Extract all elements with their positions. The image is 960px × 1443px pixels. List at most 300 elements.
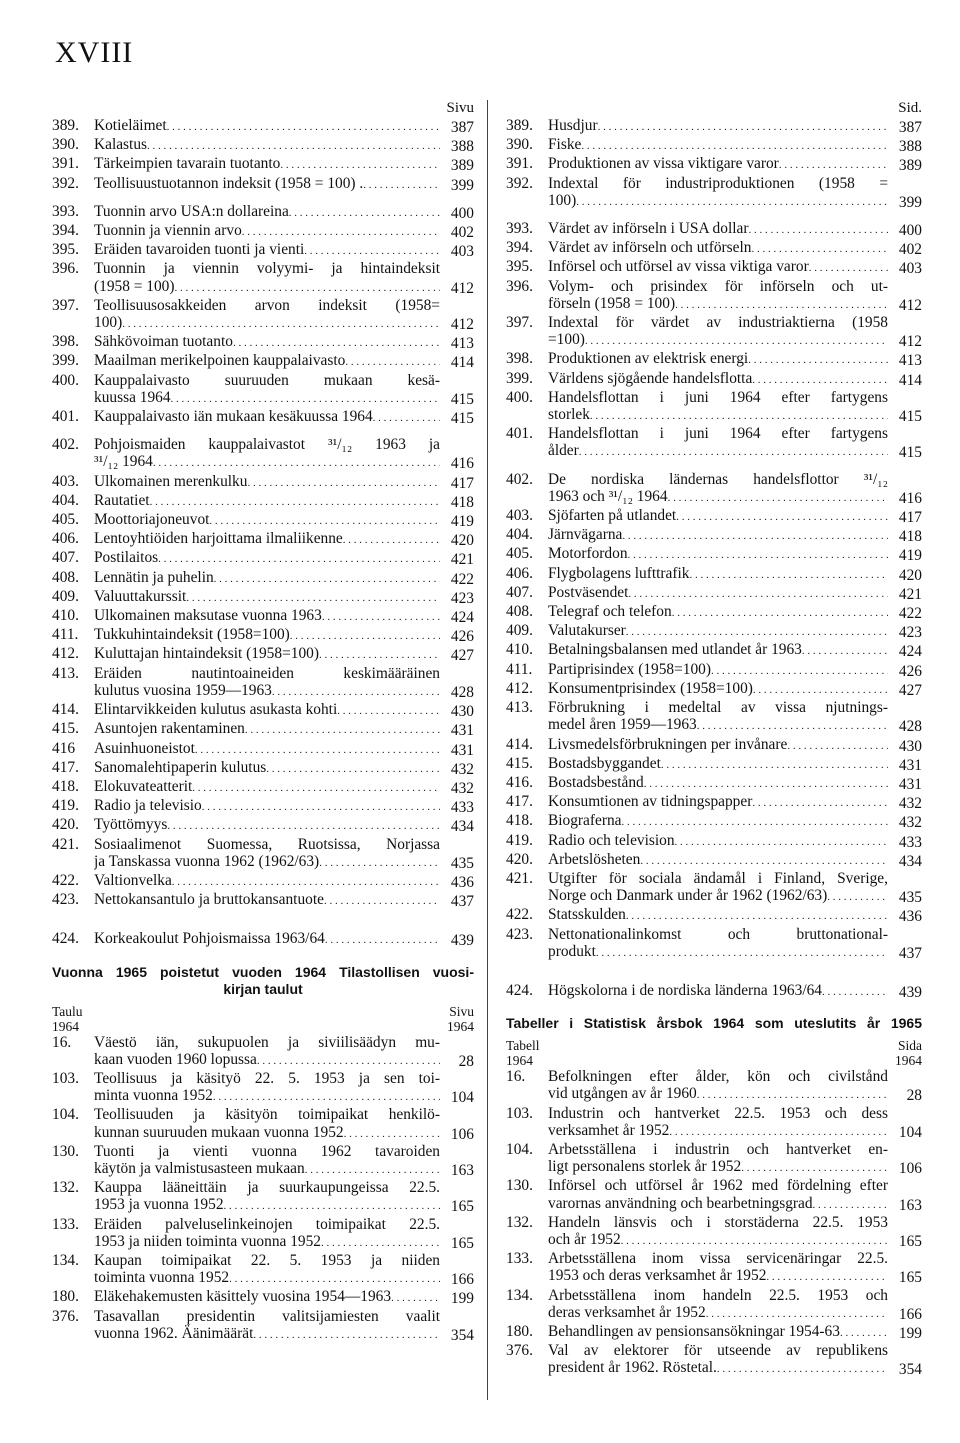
- entry-title-line: [548, 314, 888, 331]
- entry-title: [94, 665, 440, 701]
- leader-dots: [840, 1323, 888, 1342]
- entry-title: [94, 607, 440, 626]
- entry-title-text: Konsumentprisindex (1958=100): [548, 679, 753, 697]
- removed-tables-title: [52, 964, 474, 998]
- entry-title: [94, 1070, 440, 1106]
- entry-title-text: =100): [548, 331, 585, 349]
- table-entry: [52, 260, 474, 296]
- entry-title-text: förseln (1958 = 100): [548, 294, 676, 312]
- entry-title-text: Partiprisindex (1958=100): [548, 660, 711, 678]
- entry-page: 423: [450, 589, 474, 607]
- table-entry: [52, 588, 474, 607]
- table-entry: [506, 793, 922, 812]
- entry-title-line: [94, 720, 440, 739]
- table-entry: [52, 1288, 474, 1307]
- entry-title-text: varornas användning och bearbetningsgrad: [548, 1194, 813, 1212]
- table-entry: [52, 175, 474, 194]
- leader-dots: [598, 117, 888, 136]
- entry-title-line: [94, 930, 440, 949]
- table-entry: [506, 507, 922, 526]
- entry-title-text: ålder: [548, 442, 579, 460]
- table-entry: [52, 530, 474, 549]
- leader-dots: [202, 797, 440, 816]
- leader-dots: [213, 1087, 440, 1106]
- entry-page: 412: [898, 333, 922, 351]
- table-entry: [52, 1252, 474, 1288]
- entry-page: 106: [450, 1125, 474, 1143]
- entry-title-line: [94, 1325, 440, 1344]
- entry-number: 103.: [506, 1104, 533, 1122]
- table-entry: [52, 436, 474, 472]
- entry-title: [94, 492, 440, 511]
- entry-title-text: deras verksamhet år 1952: [548, 1303, 706, 1321]
- entry-number: 417.: [52, 758, 79, 776]
- entry-title-text: Produktionen av vissa viktigare varor: [548, 155, 779, 173]
- entry-number: 390.: [52, 136, 79, 154]
- column-headers: [52, 1004, 474, 1034]
- entry-title-text: Motorfordon: [548, 545, 628, 563]
- entry-number: 104.: [52, 1106, 79, 1124]
- table-entry: [52, 759, 474, 778]
- entry-title: [94, 260, 440, 296]
- entry-title-text: Korkeakoulut Pohjoismaissa 1963/64: [94, 930, 325, 948]
- entry-number: 398.: [506, 350, 533, 368]
- table-entry: [506, 1068, 922, 1104]
- entry-number: 396.: [52, 260, 79, 278]
- entry-number: 394.: [506, 239, 533, 257]
- entry-page: 423: [898, 624, 922, 642]
- entry-number: 408.: [52, 568, 79, 586]
- entry-title-line: [94, 853, 440, 872]
- entry-title: [548, 278, 888, 314]
- leader-dots: [787, 736, 888, 755]
- entry-page: 413: [898, 352, 922, 370]
- entry-title-line: [548, 680, 888, 699]
- entry-title-text: Indextal för värdet av industriaktierna (1958: [548, 314, 888, 332]
- entry-title-line: [94, 297, 440, 314]
- entry-title-text: Pohjoismaiden kauppalaivastot ³¹/₁₂ 1963 ja: [94, 436, 440, 454]
- entry-title-line: [94, 1034, 440, 1051]
- entry-title-text: vuonna 1962. Äänimäärät: [94, 1324, 254, 1342]
- leader-dots: [753, 680, 888, 699]
- entry-title-text: Työttömyys: [94, 816, 168, 834]
- entry-page: 104: [898, 1123, 922, 1141]
- entry-title: [548, 1287, 888, 1323]
- entry-title: [548, 1141, 888, 1177]
- entry-number: 422.: [52, 871, 79, 889]
- entry-title: [94, 155, 440, 174]
- leader-dots: [195, 740, 440, 759]
- entry-title: [548, 136, 888, 155]
- table-entry: [52, 492, 474, 511]
- entry-title: [94, 117, 440, 136]
- entry-title-text: Norge och Danmark under år 1962 (1962/63): [548, 887, 828, 905]
- removed-tables-title: Tabeller i Statistisk årsbok 1964 som uteslutits år 1965: [506, 1015, 922, 1032]
- entry-title-line: [548, 736, 888, 755]
- entry-title-text: Radio ja televisio: [94, 797, 202, 815]
- entry-title: [94, 1034, 440, 1070]
- entry-title-text: Införsel och utförsel av vissa viktiga varor: [548, 258, 809, 276]
- entry-title-text: kulutus vuosina 1959—1963: [94, 681, 272, 699]
- entry-title-line: [94, 1196, 440, 1215]
- table-entry: [52, 1070, 474, 1106]
- entry-page: 435: [898, 889, 922, 907]
- entry-title-text: Tuonti ja vienti vuonna 1962 tavaroiden: [94, 1142, 440, 1160]
- leader-dots: [167, 117, 440, 136]
- entry-title: [548, 584, 888, 603]
- leader-dots: [363, 175, 440, 194]
- table-entry: [506, 1214, 922, 1250]
- entry-title: [548, 736, 888, 755]
- leader-dots: [322, 607, 440, 626]
- leader-dots: [711, 661, 888, 680]
- entry-title-line: [548, 887, 888, 906]
- table-entry: [52, 1034, 474, 1070]
- col-head-page-year: 1964: [447, 1018, 474, 1034]
- entry-number: 415.: [506, 754, 533, 772]
- entry-title-text: Bostadsbyggandet: [548, 754, 661, 772]
- table-entry: [52, 872, 474, 891]
- entry-number: 395.: [506, 258, 533, 276]
- entry-title-line: [548, 220, 888, 239]
- entry-title-text: Världens sjögående handelsflotta: [548, 369, 753, 387]
- entry-number: 396.: [506, 277, 533, 295]
- entry-title-line: [548, 906, 888, 925]
- page-label: Sivu: [446, 100, 474, 116]
- entry-page: 354: [450, 1326, 474, 1344]
- entry-number: 406.: [52, 530, 79, 548]
- leader-dots: [158, 549, 440, 568]
- table-entry: [506, 736, 922, 755]
- entry-number: 392.: [52, 174, 79, 192]
- col-head-table: Taulu: [52, 1003, 83, 1019]
- entry-title: [94, 778, 440, 797]
- table-entry: [506, 370, 922, 389]
- entry-title: [548, 680, 888, 699]
- entry-number: 130.: [506, 1177, 533, 1195]
- entry-title-line: [94, 530, 440, 549]
- entry-number: 376.: [506, 1342, 533, 1360]
- entry-title-text: Kauppalaivasto suuruuden mukaan kesä-: [94, 371, 440, 389]
- entry-title-line: [548, 1250, 888, 1267]
- entry-title: [94, 136, 440, 155]
- entry-title-text: Teollisuusosakkeiden arvon indeksit (1958=: [94, 296, 440, 314]
- entry-title: [94, 1288, 440, 1307]
- leader-dots: [626, 622, 888, 641]
- entry-number: 399.: [52, 352, 79, 370]
- entry-title-line: [548, 1158, 888, 1177]
- table-entry: [506, 425, 922, 461]
- entry-number: 409.: [52, 587, 79, 605]
- col-head-table-year: 1964: [52, 1018, 79, 1034]
- table-entry: [52, 203, 474, 222]
- entry-title-line: [94, 453, 440, 472]
- table-entry: [52, 136, 474, 155]
- entry-number: 403.: [506, 507, 533, 525]
- entry-title: [94, 720, 440, 739]
- entry-title-line: [548, 943, 888, 962]
- entry-title: [548, 603, 888, 622]
- entry-title: [548, 1323, 888, 1342]
- entry-title-text: Tasavallan presidentin valitsijamiesten vaalit: [94, 1307, 440, 1325]
- entry-title-line: [94, 665, 440, 682]
- entry-title-line: [548, 442, 888, 461]
- entry-number: 16.: [52, 1033, 72, 1051]
- entry-title-text: Radio och television: [548, 831, 675, 849]
- table-list: [506, 117, 922, 1001]
- entry-title-line: [548, 545, 888, 564]
- entry-title: [548, 350, 888, 369]
- entry-title-line: [94, 222, 440, 241]
- entry-page: 388: [450, 138, 474, 156]
- entry-title-text: Kalastus: [94, 136, 148, 154]
- entry-number: 104.: [506, 1140, 533, 1158]
- entry-title-text: (1958 = 100): [94, 277, 175, 295]
- entry-title-text: Tuonnin ja viennin arvo: [94, 222, 242, 240]
- entry-number: 412.: [506, 679, 533, 697]
- entry-title: [94, 511, 440, 530]
- entry-title-text: minta vuonna 1952: [94, 1087, 213, 1105]
- entry-title-line: [548, 565, 888, 584]
- spacer: [52, 910, 474, 930]
- entry-page: 433: [450, 799, 474, 817]
- entry-title-text: Arbetslösheten: [548, 850, 641, 868]
- leader-dots: [175, 278, 441, 297]
- entry-title: [94, 930, 440, 949]
- entry-number: 397.: [52, 296, 79, 314]
- entry-title-line: [94, 891, 440, 910]
- entry-title: [548, 926, 888, 962]
- table-entry: [506, 982, 922, 1001]
- entry-title-line: [94, 740, 440, 759]
- entry-title-text: Handelsflottan i juni 1964 efter fartygens: [548, 425, 888, 443]
- entry-number: 134.: [506, 1286, 533, 1304]
- table-entry: [52, 701, 474, 720]
- entry-number: 420.: [506, 850, 533, 868]
- entry-number: 419.: [52, 797, 79, 815]
- table-entry: [506, 1287, 922, 1323]
- entry-title-line: [94, 155, 440, 174]
- entry-title: [548, 545, 888, 564]
- entry-title-text: Elokuvateatterit: [94, 777, 193, 795]
- entry-title-line: [94, 569, 440, 588]
- entry-title-text: Postväsendet: [548, 583, 629, 601]
- entry-title-line: [548, 1231, 888, 1250]
- entry-title-line: [548, 389, 888, 406]
- table-entry: [506, 699, 922, 735]
- entry-page: 199: [450, 1290, 474, 1308]
- entry-page: 166: [898, 1305, 922, 1323]
- entry-title: [548, 175, 888, 211]
- entry-title-line: [548, 295, 888, 314]
- entry-number: 414.: [506, 735, 533, 753]
- entry-title: [548, 832, 888, 851]
- entry-page: 387: [898, 119, 922, 136]
- entry-number: 417.: [506, 793, 533, 811]
- entry-title-line: [94, 1269, 440, 1288]
- table-entry: [52, 930, 474, 949]
- leader-dots: [628, 545, 888, 564]
- table-entry: [506, 1177, 922, 1213]
- leader-dots: [809, 258, 888, 277]
- entry-title: [548, 1214, 888, 1250]
- entry-title-text: Tuonnin arvo USA:n dollareina: [94, 202, 289, 220]
- entry-title-text: Utgifter för sociala ändamål i Finland, Sverige,: [548, 869, 888, 887]
- leader-dots: [751, 239, 888, 258]
- entry-title-text: ja Tanskassa vuonna 1962 (1962/63): [94, 852, 320, 870]
- table-entry: [506, 258, 922, 277]
- leader-dots: [186, 588, 440, 607]
- entry-number: 418.: [506, 812, 533, 830]
- entry-title-text: president år 1962. Röstetal.: [548, 1359, 717, 1377]
- entry-title-text: Telegraf och telefon: [548, 603, 672, 621]
- entry-title-text: Valuuttakurssit: [94, 587, 187, 605]
- entry-number: 405.: [52, 511, 79, 529]
- entry-title-text: Valutakurser: [548, 622, 626, 640]
- entry-title-text: och år 1952: [548, 1230, 621, 1248]
- entry-number: 403.: [52, 472, 79, 490]
- leader-dots: [122, 314, 440, 333]
- entry-title-text: Lennätin ja puhelin: [94, 568, 214, 586]
- entry-page: 163: [450, 1161, 474, 1179]
- leader-dots: [822, 982, 888, 1001]
- entry-title: [548, 117, 888, 136]
- entry-number: 407.: [52, 549, 79, 567]
- leader-dots: [290, 626, 440, 645]
- entry-title-text: 1953 ja vuonna 1952: [94, 1196, 224, 1214]
- entry-title: [548, 906, 888, 925]
- entry-number: 392.: [506, 174, 533, 192]
- entry-page: 431: [898, 775, 922, 793]
- leader-dots: [280, 155, 440, 174]
- entry-title-text: Tukkuhintaindeksit (1958=100): [94, 626, 290, 644]
- table-entry: [506, 1323, 922, 1342]
- entry-title-line: [548, 812, 888, 831]
- leader-dots: [697, 1085, 888, 1104]
- leader-dots: [229, 1269, 440, 1288]
- entry-title-text: Husdjur: [548, 117, 598, 134]
- table-entry: [52, 626, 474, 645]
- leader-dots: [672, 603, 888, 622]
- entry-title-text: medel åren 1959—1963: [548, 716, 697, 734]
- entry-page: 415: [450, 390, 474, 408]
- entry-title: [94, 549, 440, 568]
- leader-dots: [640, 851, 888, 870]
- col-head-table-year: 1964: [506, 1053, 533, 1069]
- entry-number: 413.: [52, 664, 79, 682]
- entry-title-text: Volym- och prisindex för införseln och ut-: [548, 277, 888, 295]
- entry-number: 423.: [506, 925, 533, 943]
- entry-title-line: [94, 759, 440, 778]
- entry-page: 428: [450, 683, 474, 701]
- table-entry: [506, 870, 922, 906]
- entry-number: 410.: [506, 641, 533, 659]
- entry-title-text: Ulkomainen maksutase vuonna 1963: [94, 607, 322, 625]
- entry-page: 436: [898, 908, 922, 926]
- entry-title: [548, 370, 888, 389]
- entry-title-text: Eläkehakemusten käsittely vuosina 1954—1963: [94, 1288, 392, 1306]
- entry-title-line: [94, 203, 440, 222]
- entry-title: [94, 436, 440, 472]
- entry-title-line: [94, 241, 440, 260]
- entry-page: 165: [898, 1269, 922, 1287]
- entry-number: 412.: [52, 645, 79, 663]
- entry-title-text: Betalningsbalansen med utlandet år 1963: [548, 641, 802, 659]
- entry-title-text: 100): [94, 314, 123, 332]
- entry-page: 415: [450, 410, 474, 428]
- entry-title: [548, 565, 888, 584]
- entry-number: 407.: [506, 583, 533, 601]
- leader-dots: [272, 682, 440, 701]
- table-entry: [52, 1106, 474, 1142]
- table-entry: [52, 891, 474, 910]
- table-entry: [52, 665, 474, 701]
- table-entry: [52, 473, 474, 492]
- entry-title-text: Kuluttajan hintaindeksit (1958=100): [94, 645, 319, 663]
- leader-dots: [675, 832, 888, 851]
- entry-page: 165: [898, 1232, 922, 1250]
- entry-number: 134.: [52, 1251, 79, 1269]
- table-entry: [506, 117, 922, 136]
- entry-title-line: [94, 1216, 440, 1233]
- spacer: [506, 962, 922, 982]
- table-entry: [506, 832, 922, 851]
- table-entry: [506, 314, 922, 350]
- col-head-page-year: 1964: [895, 1053, 922, 1069]
- leader-dots: [305, 1160, 440, 1179]
- entry-title-text: Handelsflottan i juni 1964 efter fartygens: [548, 388, 888, 406]
- entry-title: [94, 759, 440, 778]
- leader-dots: [319, 853, 440, 872]
- entry-page: 403: [898, 260, 922, 278]
- entry-page: 400: [898, 222, 922, 240]
- entry-title-text: Elintarvikkeiden kulutus asukasta kohti: [94, 701, 338, 719]
- entry-title-line: [94, 549, 440, 568]
- entry-title-line: [548, 350, 888, 369]
- entry-title-line: [548, 1267, 888, 1286]
- entry-title-text: Arbetsställena inom vissa servicenäringar 22.5.: [548, 1250, 888, 1268]
- entry-page: 422: [450, 570, 474, 588]
- entry-title-text: Värdet av införseln och utförseln: [548, 239, 752, 257]
- entry-title-text: 1963 och ³¹/₁₂ 1964: [548, 487, 668, 505]
- entry-title-line: [548, 1177, 888, 1194]
- entry-title: [94, 241, 440, 260]
- leader-dots: [172, 872, 440, 891]
- entry-title-line: [548, 117, 888, 136]
- entry-number: 132.: [506, 1213, 533, 1231]
- entry-title-text: Tärkeimpien tavarain tuotanto: [94, 155, 281, 173]
- entry-title-text: Sanomalehtipaperin kulutus: [94, 758, 267, 776]
- entry-title-line: [94, 872, 440, 891]
- table-entry: [506, 906, 922, 925]
- entry-title-line: [548, 526, 888, 545]
- entry-title: [94, 473, 440, 492]
- entry-page: 413: [450, 335, 474, 353]
- entry-page: 426: [450, 628, 474, 646]
- entry-number: 416: [52, 739, 76, 757]
- entry-number: 410.: [52, 607, 79, 625]
- entry-number: 389.: [52, 117, 79, 134]
- entry-title-text: Teollisuustuotannon indeksit (1958 = 100) .: [94, 174, 364, 192]
- entry-title-text: Statsskulden: [548, 906, 626, 924]
- entry-page: 431: [898, 756, 922, 774]
- entry-title: [94, 872, 440, 891]
- entry-title-line: [94, 1252, 440, 1269]
- entry-number: 408.: [506, 603, 533, 621]
- entry-title-line: [94, 588, 440, 607]
- spacer: [506, 211, 922, 220]
- entry-page: 435: [450, 854, 474, 872]
